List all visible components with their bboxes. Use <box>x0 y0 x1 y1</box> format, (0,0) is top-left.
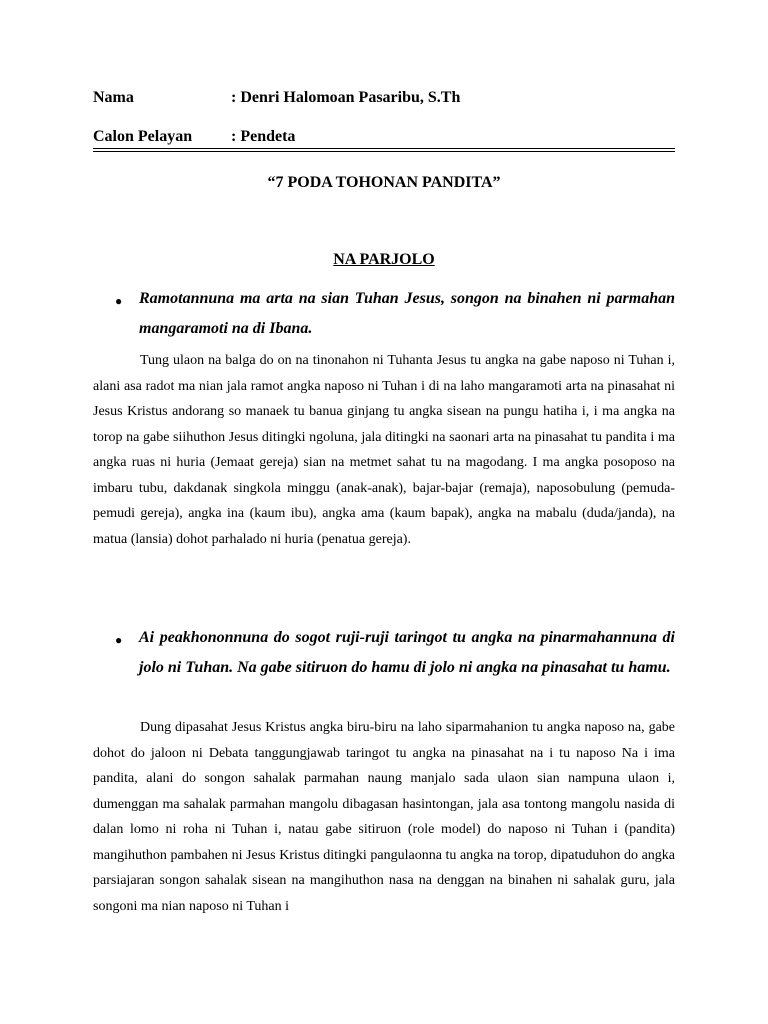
bullet-icon: ● <box>115 633 123 647</box>
bullet-icon: ● <box>115 294 123 308</box>
candidate-label: Calon Pelayan <box>93 128 193 145</box>
candidate-value: : Pendeta <box>231 128 296 145</box>
header-divider-thin <box>93 148 675 149</box>
header-divider-thick <box>93 151 675 152</box>
section-heading: NA PARJOLO <box>333 251 435 268</box>
name-label: Nama <box>93 89 134 106</box>
paragraph-2: Dung dipasahat Jesus Kristus angka biru-biru na laho siparmahanion tu angka naposo na, gabe dohot do jaloon ni Debata tanggungjawab taringot tu angka na pinasahat na i tu naposo Na i ima pandita, alani do songon sahalak parmahan naung manjalo sada ulaon sian nampuna ulaon i, dumenggan ma sahalak parmahan mangolu dibagasan hasintongan, jala asa tontong mangolu nasida di dalan lomo ni roha ni Tuhan i, natau gabe sitiruon (role model) do naposo ni Tuhan i (pandita) mangihuthon pambahen ni Jesus Kristus ditingki pangulaonna tu angka na torop, dipatuduhon do angka parsiajaran songon sahalak sisean na mangihuthon nasa na denggan na binahen ni sahalak guru, jala songoni ma nian naposo ni Tuhan i <box>93 720 675 914</box>
document-title: “7 PODA TOHONAN PANDITA” <box>267 174 501 191</box>
point-heading-1: Ramotannuna ma arta na sian Tuhan Jesus, songon na binahen ni parmahan mangaramoti na di Ibana. <box>139 290 675 337</box>
paragraph-1: Tung ulaon na balga do on na tinonahon ni Tuhanta Jesus tu angka na gabe naposo ni Tuhan i, alani asa radot ma nian jala ramot angka naposo ni Tuhan i di na laho mangaramoti arta na pinasahat ni Jesus Kristus andorang so manaek tu banua ginjang tu angka sisean na pungu hatiha i, i ma angka na torop na gabe siihuthon Jesus ditingki ngoluna, jala ditingki na saonari arta na pinasahat tu pandita i ma angka ruas ni huria (Jemaat gereja) sian na metmet sahat tu na magodang. I ma angka posoposo na imbaru tubu, dakdanak singkola minggu (anak-anak), bajar-bajar (remaja), naposobulung (pemuda-pemudi gereja), angka ina (kaum ibu), angka ama (kaum bapak), angka na mabalu (duda/janda), na matua (lansia) dohot parhalado ni huria (penatua gereja). <box>93 353 675 547</box>
point-heading-2: Ai peakhononnuna do sogot ruji-ruji taringot tu angka na pinarmahannuna di jolo ni Tuhan. Na gabe sitiruon do hamu di jolo ni angka na pinasahat tu hamu. <box>139 629 675 676</box>
name-row <box>93 88 460 108</box>
name-value: : Denri Halomoan Pasaribu, S.Th <box>231 89 461 106</box>
candidate-row <box>93 127 295 147</box>
